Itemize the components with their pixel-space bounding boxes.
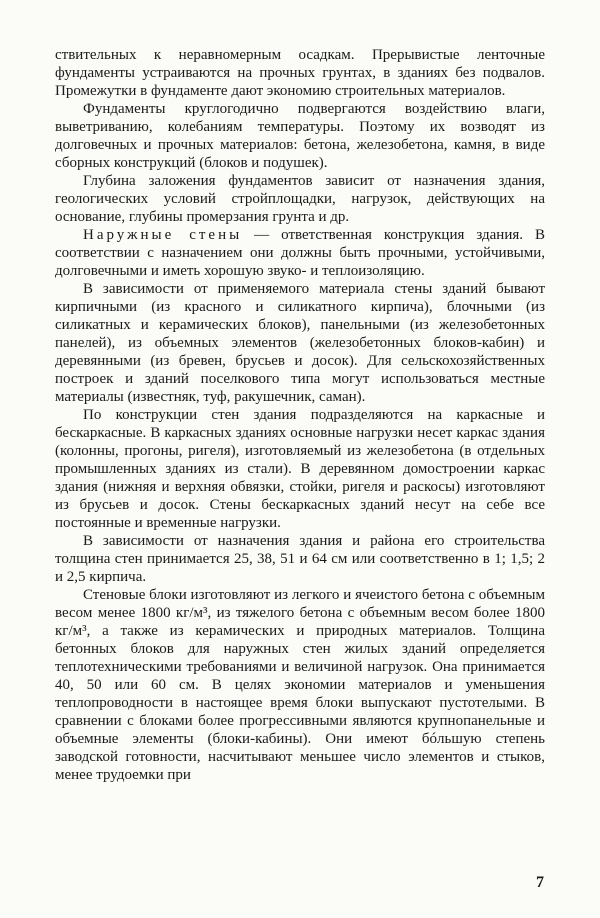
body-text bbox=[55, 46, 545, 784]
paragraph-outer-walls bbox=[55, 226, 545, 280]
paragraph-foundations-durability: Фундаменты круглогодично подвергаются воздействию влаги, выветриванию, колебаниям температуры. Поэтому их возводят из долговечных и прочных материалов: бетона, железобетона, камня, в виде сборных конструкций (блоков и подушек). bbox=[55, 101, 545, 171]
paragraph-continuation: ствительных к неравномерным осадкам. Прерывистые ленточные фундаменты устраиваются на прочных грунтах, в зданиях без подвалов. Промежутки в фундаменте дают экономию строительных материалов. bbox=[55, 47, 545, 99]
page-number: 7 bbox=[536, 874, 544, 891]
term-outer-walls: Наружные стены bbox=[83, 227, 243, 243]
paragraph-wall-thickness: В зависимости от назначения здания и района его строительства толщина стен принимается 25, 38, 51 и 64 см или соответственно в 1; 1,5; 2 и 2,5 кирпича. bbox=[55, 533, 545, 585]
paragraph-frame-types: По конструкции стен здания подразделяются на каркасные и бескаркасные. В каркасных зданиях основные нагрузки несет каркас здания (колонны, прогоны, ригеля), изготовляемый из железобетона (в отдельных промышленных зданиях из стали). В деревянном домостроении каркас здания (нижняя и верхняя обвязки, стойки, ригеля и раскосы) изготовляют из брусьев и досок. Стены бескаркасных зданий несут на себе все постоянные и временные нагрузки. bbox=[55, 407, 545, 531]
outer-walls-text: — ответственная конструкция здания. В соответствии с назначением они должны быть прочными, устойчивыми, долговечными и иметь хорошую звуко- и теплоизоляцию. bbox=[55, 227, 545, 279]
paragraph-wall-materials: В зависимости от применяемого материала стены зданий бывают кирпичными (из красного и силикатного кирпича), блочными (из силикатных и керамических блоков), панельными (из железобетонных панелей), из объемных элементов (железобетонных блоков-кабин) и деревянными (из бревен, брусьев и досок). Для сельскохозяйственных построек и зданий поселкового типа могут использоваться местные материалы (известняк, туф, ракушечник, саман). bbox=[55, 281, 545, 405]
paragraph-wall-blocks: Стеновые блоки изготовляют из легкого и ячеистого бетона с объемным весом менее 1800 кг/м³, из тяжелого бетона с объемным весом более 1800 кг/м³, а также из керамических и природных материалов. Толщина бетонных блоков для наружных стен жилых зданий определяется теплотехническими требованиями и величиной нагрузок. Она принимается 40, 50 или 60 см. В целях экономии материалов и уменьшения теплопроводности в настоящее время блоки выпускают пустотелыми. В сравнении с блоками более прогрессивными являются крупнопанельные и объемные элементы (блоки-кабины). Они имеют бóльшую степень заводской готовности, насчитывают меньшее число элементов и стыков, менее трудоемки при bbox=[55, 587, 545, 783]
paragraph-foundation-depth: Глубина заложения фундаментов зависит от назначения здания, геологических условий стройплощадки, нагрузок, действующих на основание, глубины промерзания грунта и др. bbox=[55, 173, 545, 225]
